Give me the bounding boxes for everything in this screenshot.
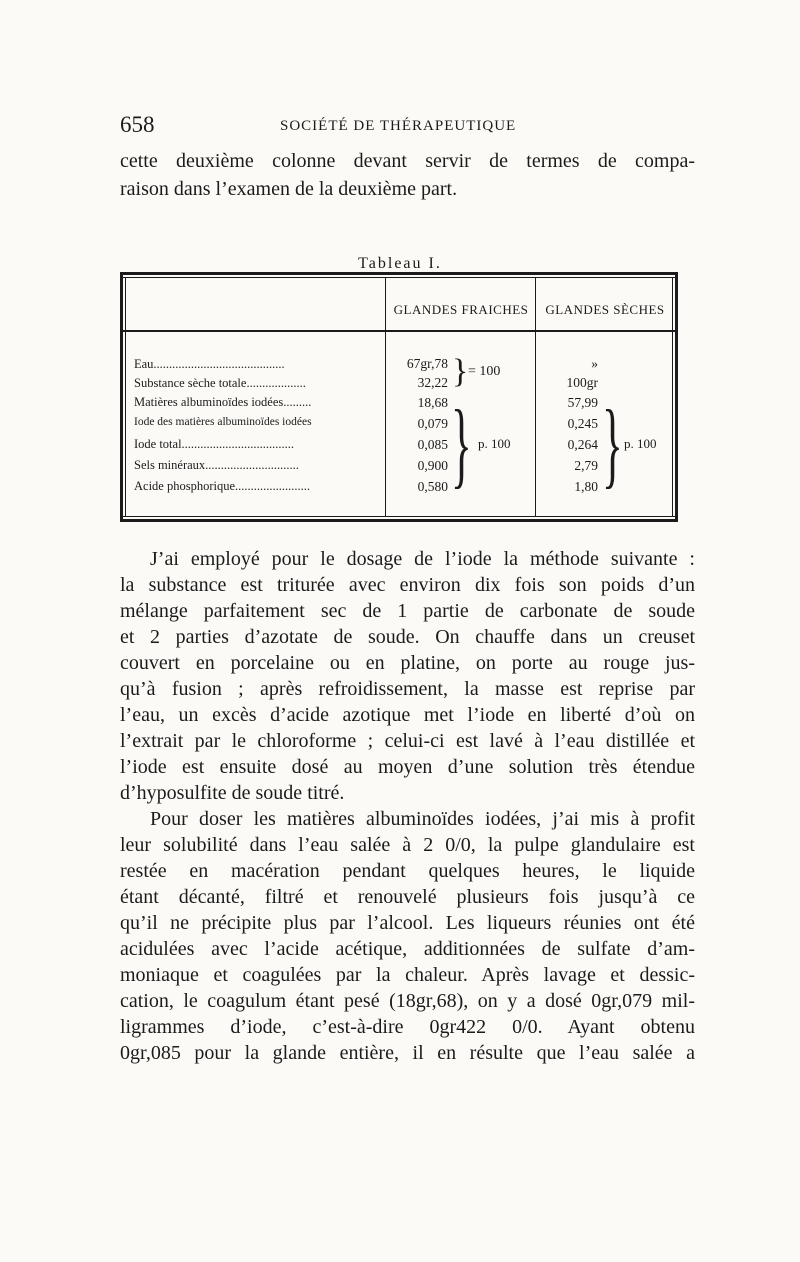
table-top-rule: [120, 272, 678, 275]
value-dry: 0,245: [567, 416, 598, 431]
value-dry: 2,79: [574, 458, 598, 473]
body-line: ligrammes d’iode, c’est-à-dire 0gr422 0/0. Ayant obtenu: [120, 1016, 695, 1038]
row-label: Iode des matières albuminoïdes iodées: [134, 416, 312, 428]
body-line: leur solubilité dans l’eau salée à 2 0/0, la pulpe glandulaire est: [120, 834, 695, 856]
body-line: l’eau, un excès d’acide azotique met l’iode en liberté d’où on: [120, 704, 695, 726]
value-dry: 1,80: [574, 479, 598, 494]
row-label: Iode total....................................: [134, 437, 295, 451]
value-dry: »: [591, 356, 598, 371]
column-rule: [535, 277, 536, 517]
value-fresh: 0,079: [417, 416, 448, 431]
body-line: cation, le coagulum étant pesé (18gr,68), on y a dosé 0gr,079 mil-: [120, 990, 695, 1012]
row-label: Substance sèche totale...................: [134, 376, 306, 390]
row-label: Acide phosphorique........................: [134, 479, 311, 493]
running-title: SOCIÉTÉ DE THÉRAPEUTIQUE: [280, 118, 517, 134]
body-line: 0gr,085 pour la glande entière, il en résulte que l’eau salée a: [120, 1042, 695, 1064]
row-label: Matières albuminoïdes iodées.........: [134, 395, 312, 409]
value-fresh: 0,900: [417, 458, 448, 473]
table-right-rule-inner: [672, 277, 673, 517]
value-fresh: 32,22: [417, 375, 448, 390]
value-fresh: 0,085: [417, 437, 448, 452]
table-top-rule-inner: [120, 277, 678, 278]
body-line: J’ai employé pour le dosage de l’iode la méthode suivante :: [150, 548, 695, 570]
body-line: l’iode est ensuite dosé au moyen d’une solution très étendue: [120, 756, 695, 778]
body-line: couvert en porcelaine ou en platine, on porte au rouge jus-: [120, 652, 695, 674]
value-fresh: 0,580: [417, 479, 448, 494]
body-line: qu’il ne précipite plus par l’alcool. Les liqueurs réunies ont été: [120, 912, 695, 934]
body-line: la substance est triturée avec environ dix fois son poids d’un: [120, 574, 695, 596]
page-header: [120, 112, 700, 142]
value-dry: 57,99: [567, 395, 598, 410]
data-table: [120, 272, 678, 522]
value-fresh: 67gr,78: [406, 356, 448, 371]
intro-line: cette deuxième colonne devant servir de termes de compa-: [120, 150, 695, 172]
value-dry: 0,264: [567, 437, 598, 452]
fresh-equals-note: = 100: [468, 364, 501, 379]
value-fresh: 18,68: [417, 395, 448, 410]
brace-icon: }: [451, 390, 472, 497]
body-line: Pour doser les matières albuminoïdes iodées, j’ai mis à profit: [150, 808, 695, 830]
body-line: qu’à fusion ; après refroidissement, la masse est reprise par: [120, 678, 695, 700]
body-line: restée en macération pendant quelques heures, le liquide: [120, 860, 695, 882]
column-header-dry: GLANDES SÈCHES: [545, 302, 665, 317]
column-rule: [385, 277, 386, 517]
page-number: 658: [120, 112, 155, 137]
body-line: et 2 parties d’azotate de soude. On chauffe dans un creuset: [120, 626, 695, 648]
dry-percent-note: p. 100: [624, 436, 657, 451]
brace-icon: }: [452, 353, 469, 390]
body-line: acidulées avec l’acide acétique, additionnées de sulfate d’am-: [120, 938, 695, 960]
column-header-fresh: GLANDES FRAICHES: [393, 302, 529, 317]
table-bottom-rule-inner: [120, 516, 678, 517]
header-rule: [120, 330, 678, 332]
body-line: moniaque et coagulées par la chaleur. Après lavage et dessic-: [120, 964, 695, 986]
body-line: mélange parfaitement sec de 1 partie de carbonate de soude: [120, 600, 695, 622]
table-title: Tableau I.: [358, 255, 442, 272]
body-line: étant décanté, filtré et renouvelé plusieurs fois jusqu’à ce: [120, 886, 695, 908]
intro-line: raison dans l’examen de la deuxième part.: [120, 178, 458, 200]
row-label: Sels minéraux..............................: [134, 458, 299, 472]
value-dry: 100gr: [566, 375, 598, 390]
table-left-rule-inner: [125, 277, 126, 517]
brace-icon: }: [602, 390, 623, 497]
fresh-percent-note: p. 100: [478, 436, 511, 451]
table-right-rule: [675, 272, 678, 522]
table-bottom-rule: [120, 519, 678, 522]
table-left-rule: [120, 272, 123, 522]
body-line: l’extrait par le chloroforme ; celui-ci est lavé à l’eau distillée et: [120, 730, 695, 752]
body-line: d’hyposulfite de soude titré.: [120, 782, 345, 804]
row-label: Eau..........................................: [134, 357, 285, 371]
